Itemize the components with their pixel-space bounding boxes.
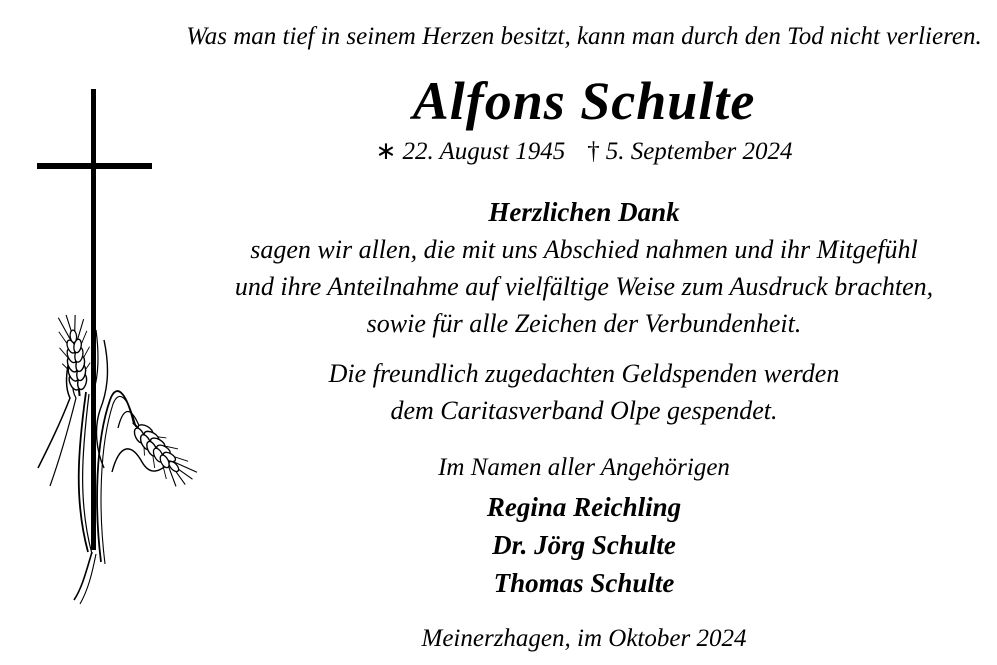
family-intro: Im Namen aller Angehörigen	[438, 454, 730, 481]
death-date	[587, 138, 792, 165]
place-date: Meinerzhagen, im Oktober 2024	[421, 625, 747, 652]
family-name: Thomas Schulte	[493, 568, 675, 598]
deceased-name: Alfons Schulte	[412, 71, 756, 131]
family-names	[170, 488, 997, 602]
thanks-line: und ihre Anteilnahme auf vielfältige Weise zum Ausdruck brachten,	[234, 272, 934, 301]
thanks-line: sowie für alle Zeichen der Verbundenheit.	[366, 309, 802, 338]
birth-date	[376, 138, 566, 165]
donation-line: dem Caritasverband Olpe gespendet.	[390, 396, 778, 425]
family-name: Dr. Jörg Schulte	[492, 530, 676, 560]
thanks-paragraph	[170, 231, 997, 342]
donation-line: Die freundlich zugedachten Geldspenden werden	[328, 359, 840, 388]
donation-paragraph	[170, 355, 997, 429]
death-date-text: 5. September 2024	[605, 138, 793, 165]
thanks-heading: Herzlichen Dank	[488, 197, 680, 227]
death-cross-icon: †	[587, 138, 600, 165]
epigraph-quote: Was man tief in seinem Herzen besitzt, kann man durch den Tod nicht verlieren.	[186, 23, 982, 50]
thanks-line: sagen wir allen, die mit uns Abschied nahmen und ihr Mitgefühl	[250, 235, 918, 264]
family-name: Regina Reichling	[486, 492, 682, 522]
birth-date-text: 22. August 1945	[402, 138, 566, 165]
birth-star-icon: ∗	[375, 138, 397, 165]
notice-content	[170, 0, 997, 654]
life-dates	[170, 137, 997, 167]
